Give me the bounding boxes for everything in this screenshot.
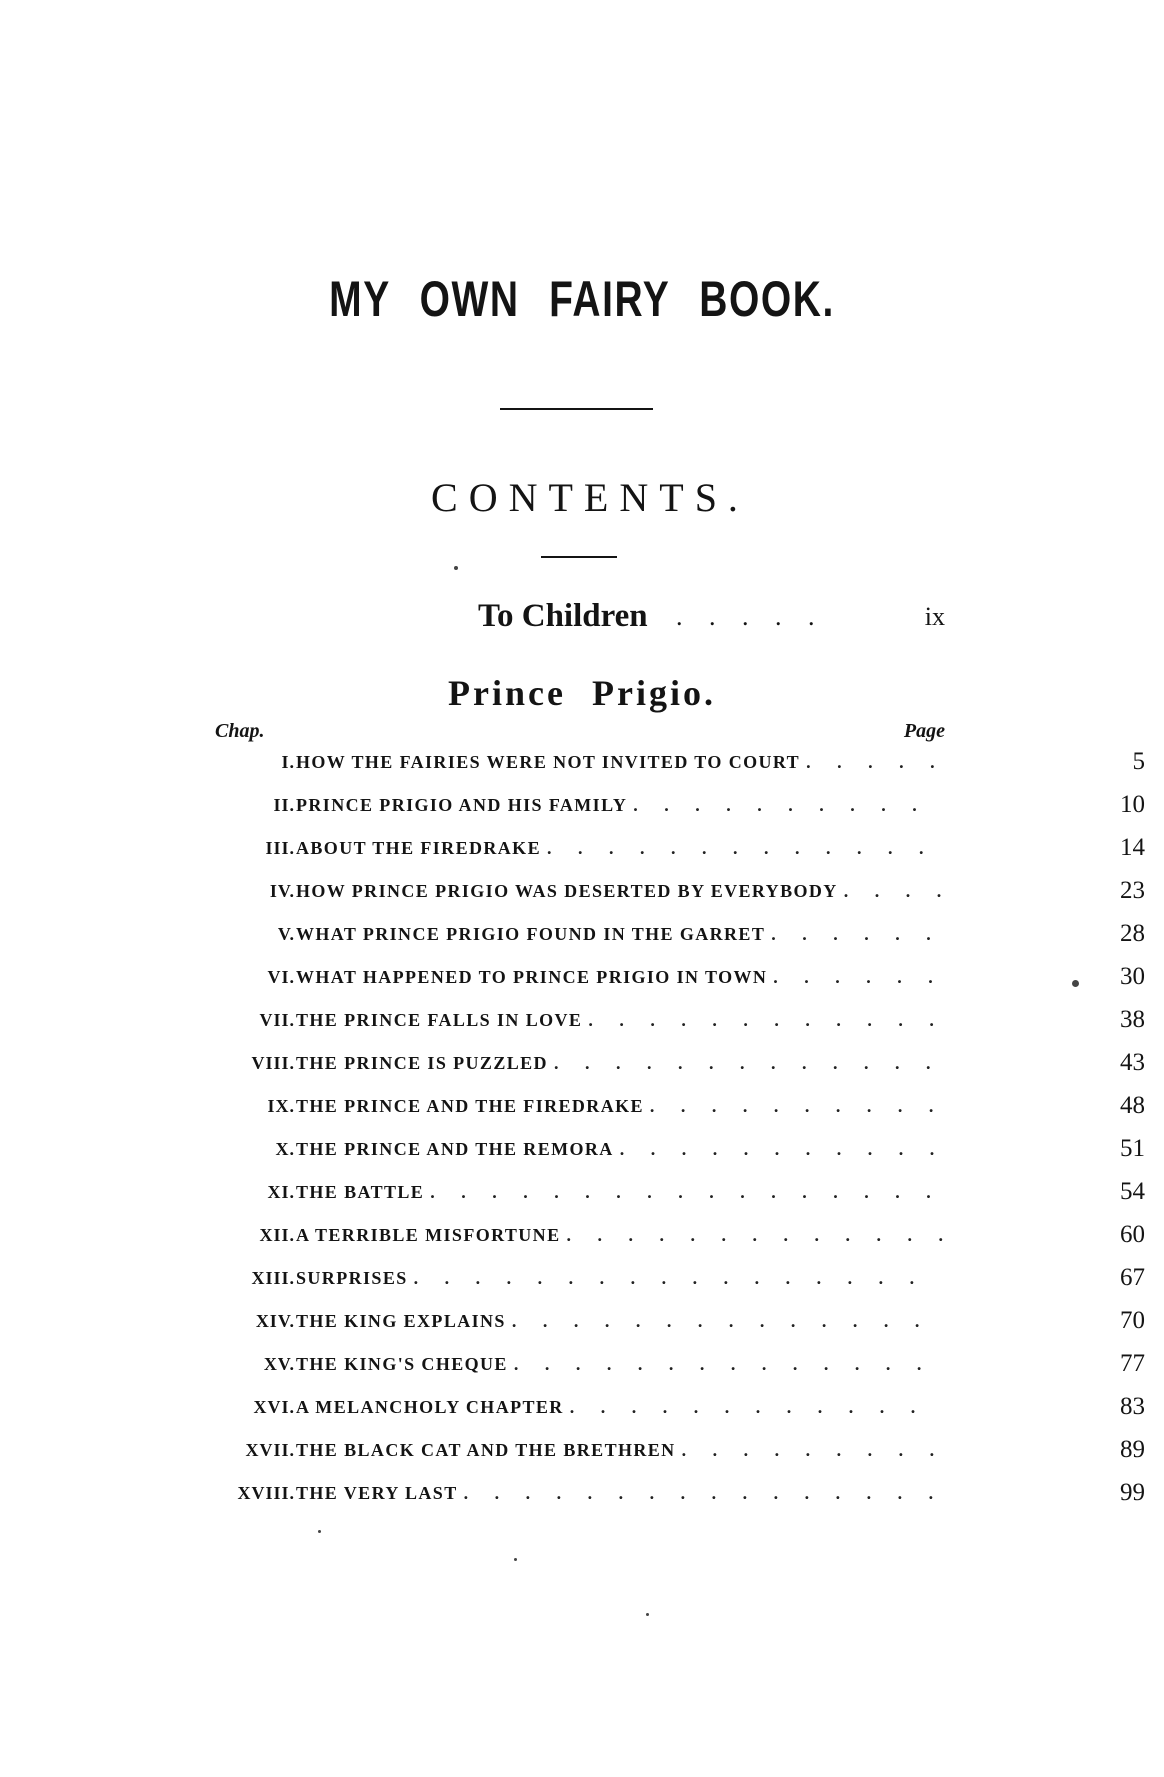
dot-leaders: . . . . . . . . . . . . . . . . [463,1483,945,1503]
chapter-page: 77 [1120,1350,1145,1377]
chapter-title [296,1483,966,1504]
chapter-page: 83 [1120,1393,1145,1420]
chapter-title-text: THE PRINCE AND THE FIREDRAKE [296,1096,644,1116]
chapter-page: 38 [1120,1006,1145,1033]
toc-entry [200,1473,1145,1516]
print-speck [318,1530,321,1533]
chapter-title-text: A MELANCHOLY CHAPTER [296,1397,564,1417]
toc-entry [200,1215,1145,1258]
chapter-title-text: THE PRINCE IS PUZZLED [296,1053,548,1073]
chapter-number: XIII. [251,1268,295,1288]
dot-leaders: . . . . . . . . . . . . [569,1397,927,1417]
chapter-number: XV. [263,1354,295,1374]
page-column-header: Page [903,720,945,742]
toc-entry [200,1301,1145,1344]
chapter-number: XII. [259,1225,295,1245]
chapter-title [296,1053,966,1074]
chapter-page: 70 [1120,1307,1145,1334]
toc-entry [200,1258,1145,1301]
chapter-number: XVI. [253,1397,295,1417]
chapter-number: II. [273,795,295,815]
toc-entry [200,871,1145,914]
chapter-number: III. [265,838,295,858]
chapter-page: 48 [1120,1092,1145,1119]
chapter-title [296,1182,966,1203]
chapter-title-text: PRINCE PRIGIO AND HIS FAMILY [296,795,628,815]
chapter-number: XVII. [245,1440,295,1460]
dot-leaders: . . . . . . . . . . . . . . [513,1354,933,1374]
toc-entry [200,1129,1145,1172]
chapter-title [296,1139,966,1160]
chapter-title [296,1311,966,1332]
toc-entry [200,828,1145,871]
dot-leaders: . . . . . [806,752,946,772]
chapter-page: 5 [1132,748,1145,775]
dot-leaders: . . . . . . . . . . . . [588,1010,945,1030]
chapter-title-text: HOW THE FAIRIES WERE NOT INVITED TO COURT [296,752,801,772]
chapter-title [296,1397,966,1418]
front-entry [470,598,950,642]
chapter-number: XVIII. [237,1483,295,1503]
chapter-title [296,1440,966,1461]
dot-leaders: . . . . . . . . . . . . . [566,1225,954,1245]
chapter-number: VI. [267,967,295,987]
chapter-title [296,838,966,859]
chapter-list [200,742,1145,1516]
chapter-title [296,795,966,816]
chapter-title-text: THE PRINCE FALLS IN LOVE [296,1010,583,1030]
chapter-number: XI. [267,1182,295,1202]
contents-divider [541,556,617,558]
chapter-page: 51 [1120,1135,1145,1162]
chapter-title-text: A TERRIBLE MISFORTUNE [296,1225,561,1245]
chapter-title [296,1225,966,1246]
chapter-page: 67 [1120,1264,1145,1291]
chapter-page: 28 [1120,920,1145,947]
chapter-number: VII. [259,1010,295,1030]
dot-leaders: . . . . . . . . . . . . . . . . . [430,1182,942,1202]
front-entry-leaders: . . . . . [676,602,825,631]
chapter-title-text: ABOUT THE FIREDRAKE [296,838,541,858]
dot-leaders: . . . . . . . . . . . . . [553,1053,942,1073]
toc-entry [200,742,1145,785]
chapter-page: 54 [1120,1178,1145,1205]
chapter-title [296,1354,966,1375]
front-entry-page: ix [924,602,945,631]
toc-entry [200,914,1145,957]
chapter-number: X. [275,1139,295,1159]
chapter-title-text: WHAT PRINCE PRIGIO FOUND IN THE GARRET [296,924,766,944]
chapter-title [296,1096,966,1117]
chapter-number: IV. [269,881,295,901]
chapter-title [296,752,966,773]
chapter-title-text: THE BATTLE [296,1182,425,1202]
chapter-page: 43 [1120,1049,1145,1076]
print-speck [454,566,458,570]
front-entry-title: To Children [478,598,648,634]
chapter-page: 23 [1120,877,1145,904]
chapter-title-text: THE BLACK CAT AND THE BRETHREN [296,1440,676,1460]
dot-leaders: . . . . . . . . . . . . . . [511,1311,931,1331]
chapter-number: IX. [267,1096,295,1116]
chapter-number: VIII. [251,1053,295,1073]
chapter-page: 60 [1120,1221,1145,1248]
chapter-number: XIV. [255,1311,295,1331]
chapter-title-text: HOW PRINCE PRIGIO WAS DESERTED BY EVERYBODY [296,881,838,901]
toc-entry [200,957,1145,1000]
chapter-title-text: THE PRINCE AND THE REMORA [296,1139,614,1159]
toc-entry [200,1172,1145,1215]
section-title: Prince Prigio. [448,673,716,713]
title-divider [500,408,653,410]
print-speck [646,1613,649,1616]
chapter-title-text: WHAT HAPPENED TO PRINCE PRIGIO IN TOWN [296,967,768,987]
chapter-page: 89 [1120,1436,1145,1463]
chap-column-header: Chap. [215,720,265,742]
dot-leaders: . . . . [843,881,953,901]
toc-entry [200,1086,1145,1129]
dot-leaders: . . . . . . [771,924,942,944]
chapter-title-text: SURPRISES [296,1268,408,1288]
dot-leaders: . . . . . . . . . . . . . . . . . [413,1268,926,1288]
dot-leaders: . . . . . . . . . . [649,1096,945,1116]
print-speck [1072,980,1079,987]
chapter-title [296,1268,966,1289]
chapter-title [296,967,966,988]
chapter-page: 30 [1120,963,1145,990]
toc-entry [200,1043,1145,1086]
dot-leaders: . . . . . . . . . . . [619,1139,946,1159]
chapter-title-text: THE KING EXPLAINS [296,1311,506,1331]
dot-leaders: . . . . . . . . . . [633,795,928,815]
dot-leaders: . . . . . . . . . . . . . [546,838,935,858]
toc-entry [200,1430,1145,1473]
chapter-title-text: THE VERY LAST [296,1483,458,1503]
chapter-title-text: THE KING'S CHEQUE [296,1354,508,1374]
chapter-page: 10 [1120,791,1145,818]
chapter-number: V. [277,924,295,944]
chapter-title [296,1010,966,1031]
book-title: MY OWN FAIRY BOOK. [329,271,835,327]
chapter-page: 99 [1120,1479,1145,1506]
toc-entry [200,1000,1145,1043]
chapter-title [296,881,966,902]
chapter-page: 14 [1120,834,1145,861]
toc-entry [200,1387,1145,1430]
dot-leaders: . . . . . . [773,967,944,987]
contents-heading: CONTENTS. [431,475,749,520]
chapter-title [296,924,966,945]
chapter-number: I. [281,752,295,772]
toc-entry [200,1344,1145,1387]
dot-leaders: . . . . . . . . . [681,1440,946,1460]
toc-entry [200,785,1145,828]
print-speck [514,1558,517,1561]
